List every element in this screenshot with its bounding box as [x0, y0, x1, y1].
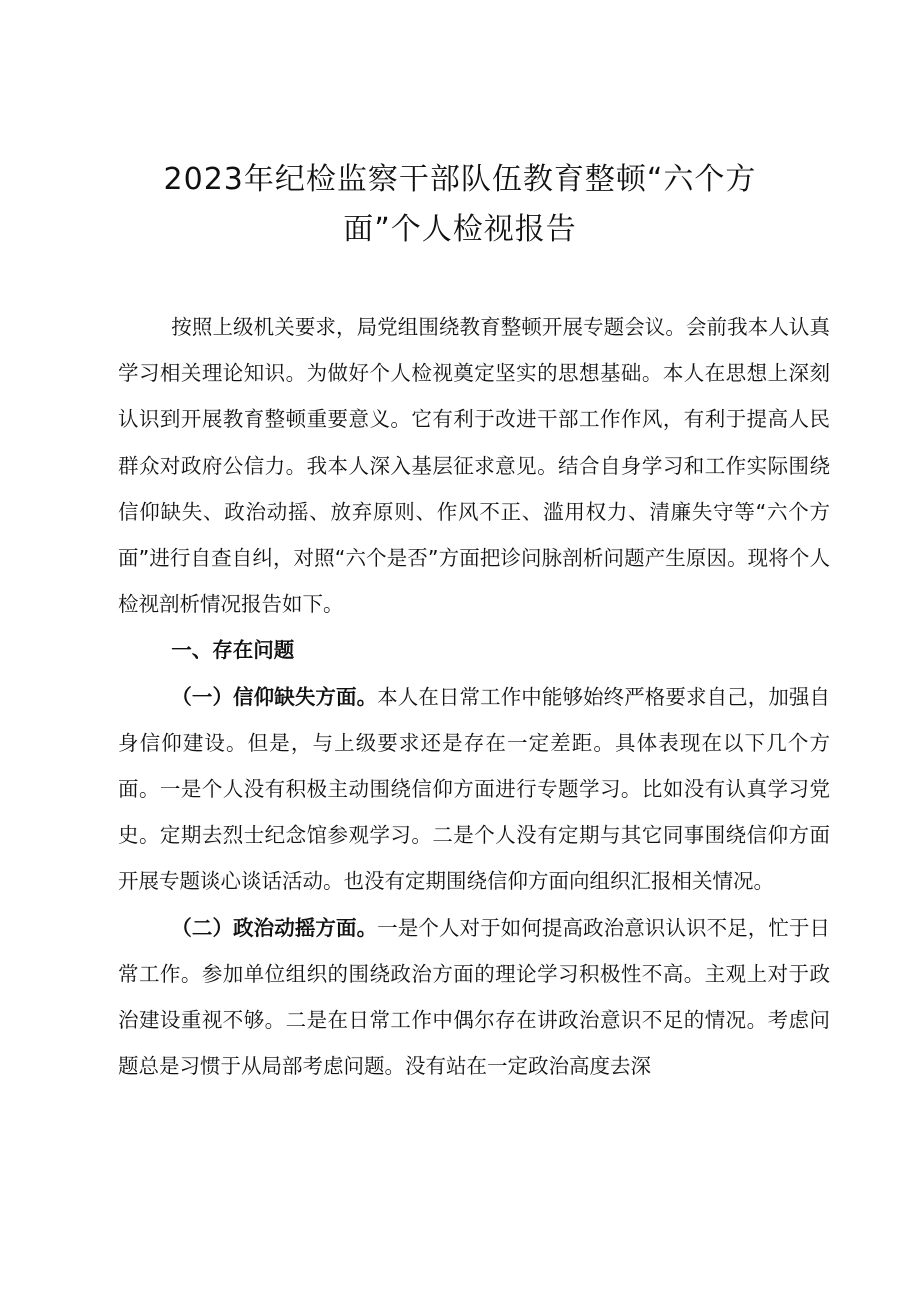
section-heading-problems: 一、存在问题	[171, 638, 295, 663]
intro-paragraph: 按照上级机关要求，局党组围绕教育整顿开展专题会议。会前我本人认真学习相关理论知识。为做好个人检视奠定坚实的思想基础。本人在思想上深刻认识到开展教育整顿重要意义。它有利于改进干部工作作风，有利于提高人民群众对政府公信力。我本人深入基层征求意见。结合自身学习和工作实际围绕信仰缺失、政治动摇、放弃原则、作风不正、滥用权力、清廉失守等“六个方面”进行自查自纠，对照“六个是否”方面把诊问脉剖析问题产生原因。现将个人检视剖析情况报告如下。	[118, 315, 830, 617]
item-text-political: 一是个人对于如何提高政治意识认识不足，忙于日常工作。参加单位组织的围绕政治方面的理论学习积极性不高。主观上对于政治建设重视不够。二是在日常工作中偶尔存在讲政治意识不足的情况。考虑问题总是习惯于从局部考虑问题。没有站在一定政治高度去深	[118, 915, 831, 1079]
document-body	[118, 304, 830, 1089]
item-lead-belief: （一）信仰缺失方面。	[171, 684, 378, 709]
item-paragraph-political	[118, 905, 830, 1090]
document-title-line-1: 2023年纪检监察干部队伍教育整顿“六个方	[163, 162, 757, 197]
item-text-belief: 本人在日常工作中能够始终严格要求自己，加强自身信仰建设。但是，与上级要求还是存在一定差距。具体表现在以下几个方面。一是个人没有积极主动围绕信仰方面进行专题学习。比如没有认真学习党史。定期去烈士纪念馆参观学习。二是个人没有定期与其它同事围绕信仰方面开展专题谈心谈话活动。也没有定期围绕信仰方面向组织汇报相关情况。	[118, 684, 831, 894]
item-lead-political: （二）政治动摇方面。	[171, 915, 378, 940]
document-title-line-2: 面”个人检视报告	[343, 212, 577, 247]
item-paragraph-belief	[118, 674, 830, 905]
